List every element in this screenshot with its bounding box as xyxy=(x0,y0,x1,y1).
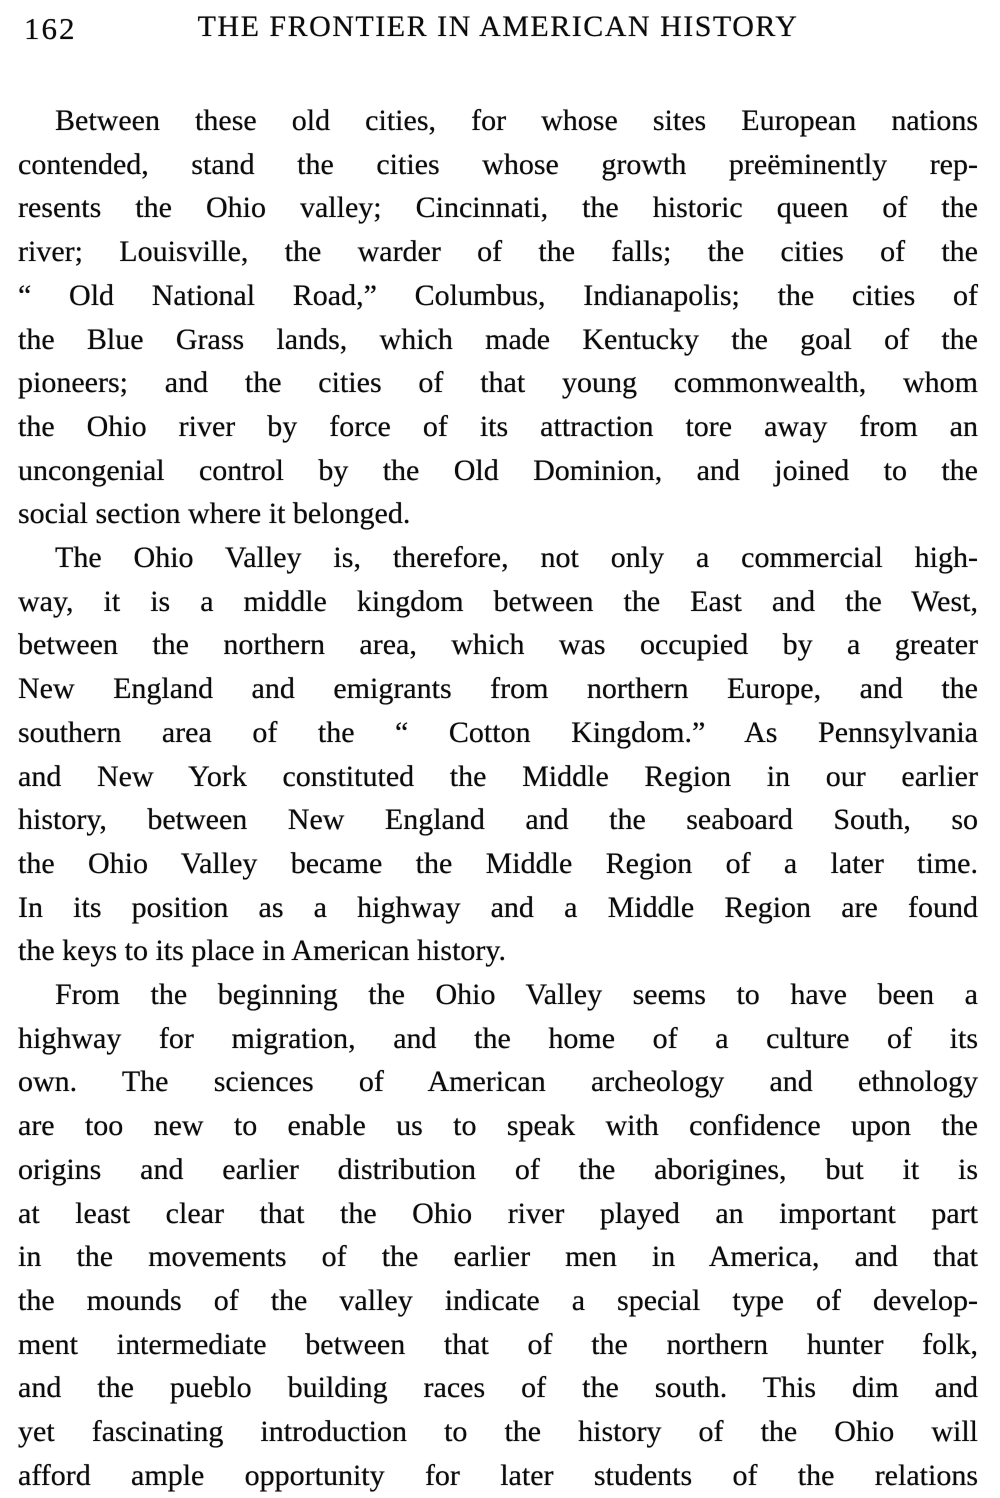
text-line: are too new to enable us to speak with confidence upon the xyxy=(18,1109,978,1143)
text-line: at least clear that the Ohio river played an important part xyxy=(18,1196,978,1230)
text-line: contended, stand the cities whose growth preëminently rep- xyxy=(18,147,978,181)
text-line: pioneers; and the cities of that young commonwealth, whom xyxy=(18,366,978,400)
paragraph-2 xyxy=(18,536,978,973)
text-line: social section where it belonged. xyxy=(18,497,411,531)
text-line: and the pueblo building races of the south. This dim and xyxy=(18,1371,978,1405)
paragraph-1 xyxy=(18,99,978,536)
running-title: THE FRONTIER IN AMERICAN HISTORY xyxy=(197,10,799,43)
text-line: yet fascinating introduction to the history of the Ohio will xyxy=(18,1415,978,1449)
page-body xyxy=(18,99,978,1498)
text-line: the mounds of the valley indicate a special type of develop- xyxy=(18,1283,978,1317)
text-line: ment intermediate between that of the northern hunter folk, xyxy=(18,1327,978,1361)
text-line: origins and earlier distribution of the aborigines, but it is xyxy=(18,1152,978,1186)
text-line: New England and emigrants from northern Europe, and the xyxy=(18,672,978,706)
page-header xyxy=(18,10,978,52)
text-line: way, it is a middle kingdom between the East and the West, xyxy=(18,584,978,618)
text-line: In its position as a highway and a Middle Region are found xyxy=(18,890,978,924)
text-line: the Ohio Valley became the Middle Region of a later time. xyxy=(18,846,978,880)
page-number: 162 xyxy=(24,11,77,46)
text-line: own. The sciences of American archeology and ethnology xyxy=(18,1065,978,1099)
text-line: From the beginning the Ohio Valley seems to have been a xyxy=(55,978,978,1012)
paragraph-3 xyxy=(18,973,978,1497)
text-line: and New York constituted the Middle Region in our earlier xyxy=(18,759,978,793)
text-line: the Ohio river by force of its attraction tore away from an xyxy=(18,409,978,443)
text-line: southern area of the “ Cotton Kingdom.” As Pennsylvania xyxy=(18,715,978,749)
text-line: river; Louisville, the warder of the falls; the cities of the xyxy=(18,235,978,269)
text-line: The Ohio Valley is, therefore, not only a commercial high- xyxy=(55,541,978,575)
text-line: “ Old National Road,” Columbus, Indianapolis; the cities of xyxy=(18,278,978,312)
text-line: afford ample opportunity for later students of the relations xyxy=(18,1458,978,1492)
text-line: uncongenial control by the Old Dominion, and joined to the xyxy=(18,453,978,487)
text-line: highway for migration, and the home of a culture of its xyxy=(18,1021,978,1055)
text-line: in the movements of the earlier men in America, and that xyxy=(18,1240,978,1274)
text-line: resents the Ohio valley; Cincinnati, the historic queen of the xyxy=(18,191,978,225)
text-line: Between these old cities, for whose sites European nations xyxy=(55,104,978,137)
text-line: the Blue Grass lands, which made Kentucky the goal of the xyxy=(18,322,978,356)
text-line: the keys to its place in American history. xyxy=(18,934,506,968)
text-line: between the northern area, which was occupied by a greater xyxy=(18,628,978,662)
text-line: history, between New England and the seaboard South, so xyxy=(18,803,978,837)
